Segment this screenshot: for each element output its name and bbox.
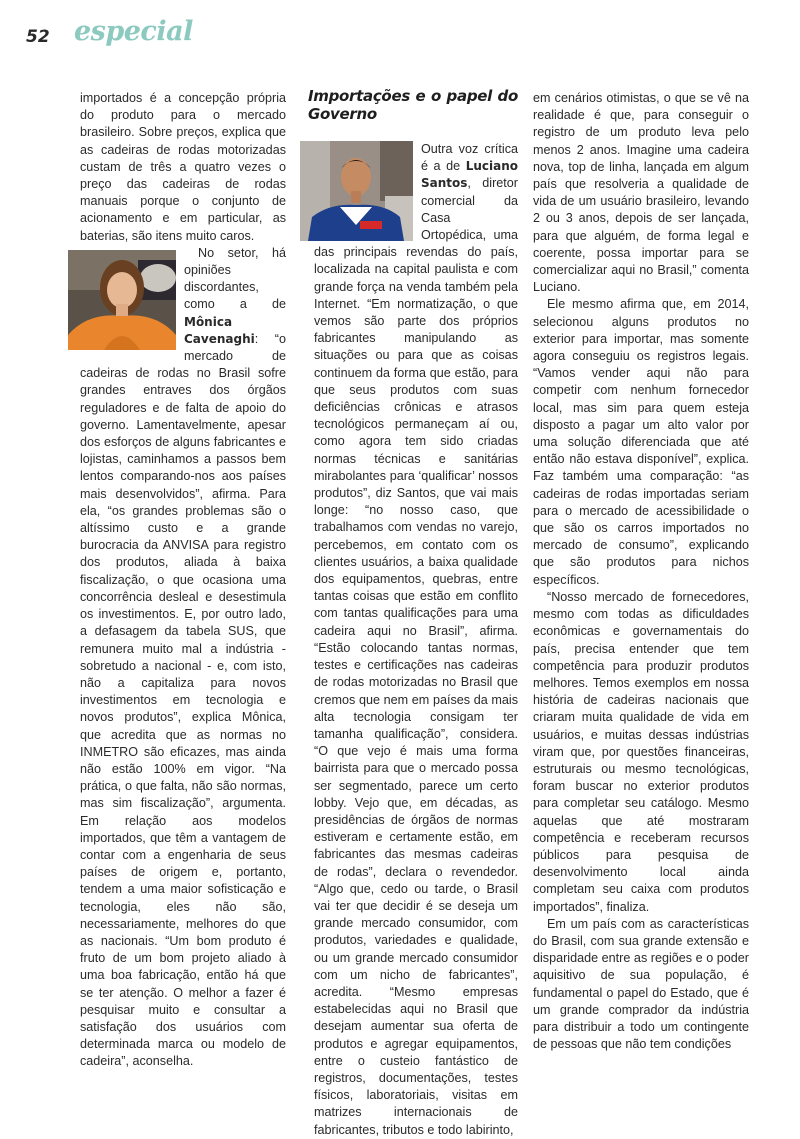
- paragraph: “Nosso mercado de fornecedores, mesmo com todas as dificuldades econômicas e governamentais do país, precisa entender que tem competência para produzir produtos melhores. Temos exemplos em nossa história de cadeiras nacionais que criaram muita qualidade de vida em usuários, e muitas dessas indústrias viram que, por questões financeiras, estruturais ou mesmo tecnológicas, foram buscar no exterior produtos para completar seu catálogo. Mesmo aquelas que até mostraram competência e receberam recursos públicos para pesquisa de desenvolvimento local ainda completam seu caixa com produtos importados”, finaliza.: [533, 589, 749, 914]
- photo-luciano-santos: [300, 141, 413, 241]
- paragraph: importados é a concepção própria do produto para o mercado brasileiro. Sobre preços, explica que as cadeiras de rodas motorizadas custam de três a quatro vezes o preço das cadeiras de rodas manuais porque o conjunto de acionamento e em particular, as baterias, são itens muito caros.: [80, 91, 286, 243]
- paragraph: em cenários otimistas, o que se vê na realidade é que, para conseguir o registro de um produto leva pelo menos 2 anos. Imagine uma cadeira nova, top de linha, lançada em algum país que resolveria a qualidade de vida de um usuário brasileiro, levando 2 ou 3 anos, depois de ser lançada, para que alguém, de forma legal e coerente, possa importar para se comercializar aqui no Brasil,” comenta Luciano.: [533, 91, 749, 295]
- paragraph: Ele mesmo afirma que, em 2014, selecionou alguns produtos no exterior para importar, mas somente agora conseguiu os registros legais. “Vamos vender aqui não para competir com nenhum fornecedor local, mas sim para quem esteja disposto a pagar um alto valor por uma solução diferenciada que até então não estava disponível”, explica. Faz também uma comparação: “as cadeiras de rodas importadas seriam para o mercado de acessibilidade o que são os carros importados no mercado de consumo”, explicando que são produtos para nichos específicos.: [533, 297, 749, 587]
- person-name: Luciano Santos: [421, 159, 518, 191]
- article-column-2: [300, 87, 518, 1139]
- text-run: : “o mercado de cadeiras de rodas no Brasil sofre grandes entraves dos órgãos reguladores e de falta de apoio do governo. Lamentavelmente, apesar dos esforços de alguns fabricantes e lojistas, caminhamos a passos bem lentos comparando-nos aos países mais desenvolvidos”, afirma. Para ela, “os grandes problemas são o altíssimo custo e a grande burocracia da ANVISA para registro dos produtos, aliada à baixa fiscalização, o que ocasiona uma concorrência desleal e desestimula os investimentos. E, por outro lado, a defasagem da tabela SUS, que remunera muito mal a indústria - sobretudo a nacional - e, com isto, não a capitaliza para novos investimentos em tecnologia e novos produtos”, explica Mônica, que acredita que as normas no INMETRO são eficazes, mas ainda não estão 100% em vigor. “Na prática, o que falta, não são normas, mas sim fiscalização”, argumenta. Em relação aos modelos importados, que têm a vantagem de contar com a engenharia de seus países de origem e, portanto, tendem a uma maior sofisticação e tecnologia, eles não são, necessariamente, melhores do que as nacionais. “Um bom produto é fruto de um bom projeto aliado à uma boa fabricação, então há que se ter atenção. O melhor a fazer é pesquisar muito e consultar a satisfação dos usuários com determinada marca ou modelo de cadeira”, aconselha.: [80, 331, 286, 1069]
- paragraph: [80, 245, 286, 1071]
- text-run: Outra voz crítica é a de: [421, 142, 518, 174]
- page-number: 52: [26, 27, 50, 47]
- article-headline: Importações e o papel do Governo: [308, 87, 518, 123]
- paragraph: Em um país com as características do Brasil, com sua grande extensão e disparidade entre as regiões e o poder aquisitivo de sua população, é fundamental o papel do Estado, que é um grande comprador da indústria para distribuir a todo um contingente de pessoas que não tem condições: [533, 916, 749, 1052]
- person-name: Mônica Cavenaghi: [184, 314, 255, 346]
- paragraph: [300, 141, 518, 1139]
- photo-monica-cavenaghi: [68, 250, 176, 350]
- text-run: No setor, há opiniões discordantes, como a de: [184, 245, 286, 312]
- article-column-1: [80, 90, 286, 1071]
- text-run: , diretor comercial da Casa Ortopédica, uma das principais revendas do país, localizada na capital paulista e com grande força na venda também pela Internet. “Em normatização, o que vemos são parte dos próprios fabricantes manipulando as situações ou para que as coisas continuem da forma que estão, para que seus produtos com suas deficiências crônicas e atrasos tecnológicos permaneçam aí ou, como agora tem sido criadas normas técnicas e sanitárias mirabolantes para ‘qualificar’ nossos produtos”, diz Santos, que vai mais longe: “no nosso caso, que trabalhamos com vendas no varejo, percebemos, em contato com os clientes usuários, a baixa qualidade dos equipamentos, quebras, entre tantas coisas que estão em conflito com tantas qualificações para uma cadeira aqui no Brasil”, afirma. “Estão colocando tantas normas, testes e certificações nas cadeiras de rodas motorizadas no Brasil que cremos que nem em países da mais alta tecnologia consigam ter tamanha qualificação”, considera. “O que vejo é mais uma forma bairrista para que o mercado possa ser segmentado, parece um certo lobby. Vejo que, em décadas, as presidências de órgãos de normas estiveram e certamente estão, em fabricantes das mesmas cadeiras de rodas”, declara o revendedor. “Algo que, cedo ou tarde, o Brasil vai ter que decidir é se deseja um grande mercado consumidor, com produtos, variedades e qualidade, ou um grande mercado consumidor com um nicho de fabricantes”, acredita. “Mesmo empresas estabelecidas aqui no Brasil que desejam aumentar sua oferta de produtos e agregar equipamentos, entre o custeio fantástico de registros, documentações, testes físicos, laboratoriais, visitas em matrizes internacionais de fabricantes, tributos e todo labirinto,: [314, 176, 518, 1137]
- article-column-3: [533, 90, 749, 1053]
- section-label: especial: [74, 16, 193, 47]
